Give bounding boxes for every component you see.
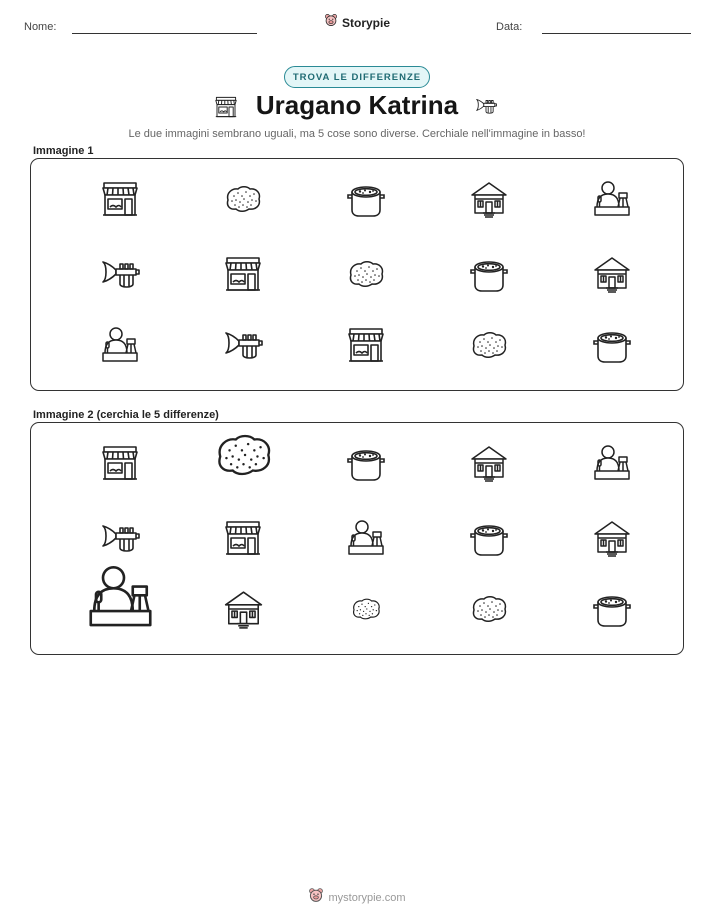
shop-icon[interactable]: [213, 518, 273, 558]
pot-icon[interactable]: [582, 589, 642, 629]
image2-panel[interactable]: [30, 422, 684, 655]
house-icon: [582, 254, 642, 294]
house-icon[interactable]: [459, 443, 519, 483]
image2-label: Immagine 2 (cerchia le 5 differenze): [33, 409, 219, 421]
shop-icon[interactable]: [90, 443, 150, 483]
date-line[interactable]: [542, 33, 691, 34]
beignet-icon[interactable]: [197, 424, 290, 486]
pot-icon: [582, 325, 642, 365]
house-icon[interactable]: [582, 518, 642, 558]
house-icon[interactable]: [212, 588, 275, 630]
beignet-icon: [336, 254, 396, 294]
shop-icon: [90, 179, 150, 219]
reporter-icon[interactable]: [336, 518, 396, 558]
pot-icon: [459, 254, 519, 294]
beignet-icon[interactable]: [459, 589, 519, 629]
page-title: Uragano Katrina: [255, 90, 459, 120]
beignet-icon: [459, 325, 519, 365]
date-label: Data:: [496, 21, 523, 33]
brand-name: Storypie: [341, 15, 390, 30]
reporter-icon: [90, 325, 150, 365]
pig-icon: [308, 887, 324, 908]
trumpet-icon: [470, 95, 502, 117]
pot-icon[interactable]: [336, 443, 396, 483]
name-label: Nome:: [24, 21, 57, 33]
name-line[interactable]: [72, 33, 257, 34]
trumpet-icon[interactable]: [90, 518, 150, 558]
footer: [0, 887, 714, 908]
beignet-icon: [213, 179, 273, 219]
trumpet-icon: [90, 254, 150, 294]
footer-url[interactable]: mystorypie.com: [328, 891, 406, 904]
instructions: Le due immagini sembrano uguali, ma 5 cose sono diverse. Cerchiale nell'immagine in basso!: [128, 128, 586, 140]
pig-icon: [324, 13, 338, 32]
house-icon: [459, 179, 519, 219]
reporter-icon: [582, 179, 642, 219]
image1-panel: [30, 158, 684, 391]
trumpet-icon: [213, 325, 273, 365]
reporter-icon[interactable]: [582, 443, 642, 483]
brand: [0, 13, 714, 32]
badge: TROVA LE DIFFERENZE: [284, 66, 430, 88]
pot-icon: [336, 179, 396, 219]
shop-icon: [213, 254, 273, 294]
shop-icon: [336, 325, 396, 365]
pot-icon[interactable]: [459, 518, 519, 558]
reporter-icon[interactable]: [68, 562, 173, 632]
beignet-icon[interactable]: [342, 593, 390, 625]
image1-label: Immagine 1: [33, 145, 94, 157]
